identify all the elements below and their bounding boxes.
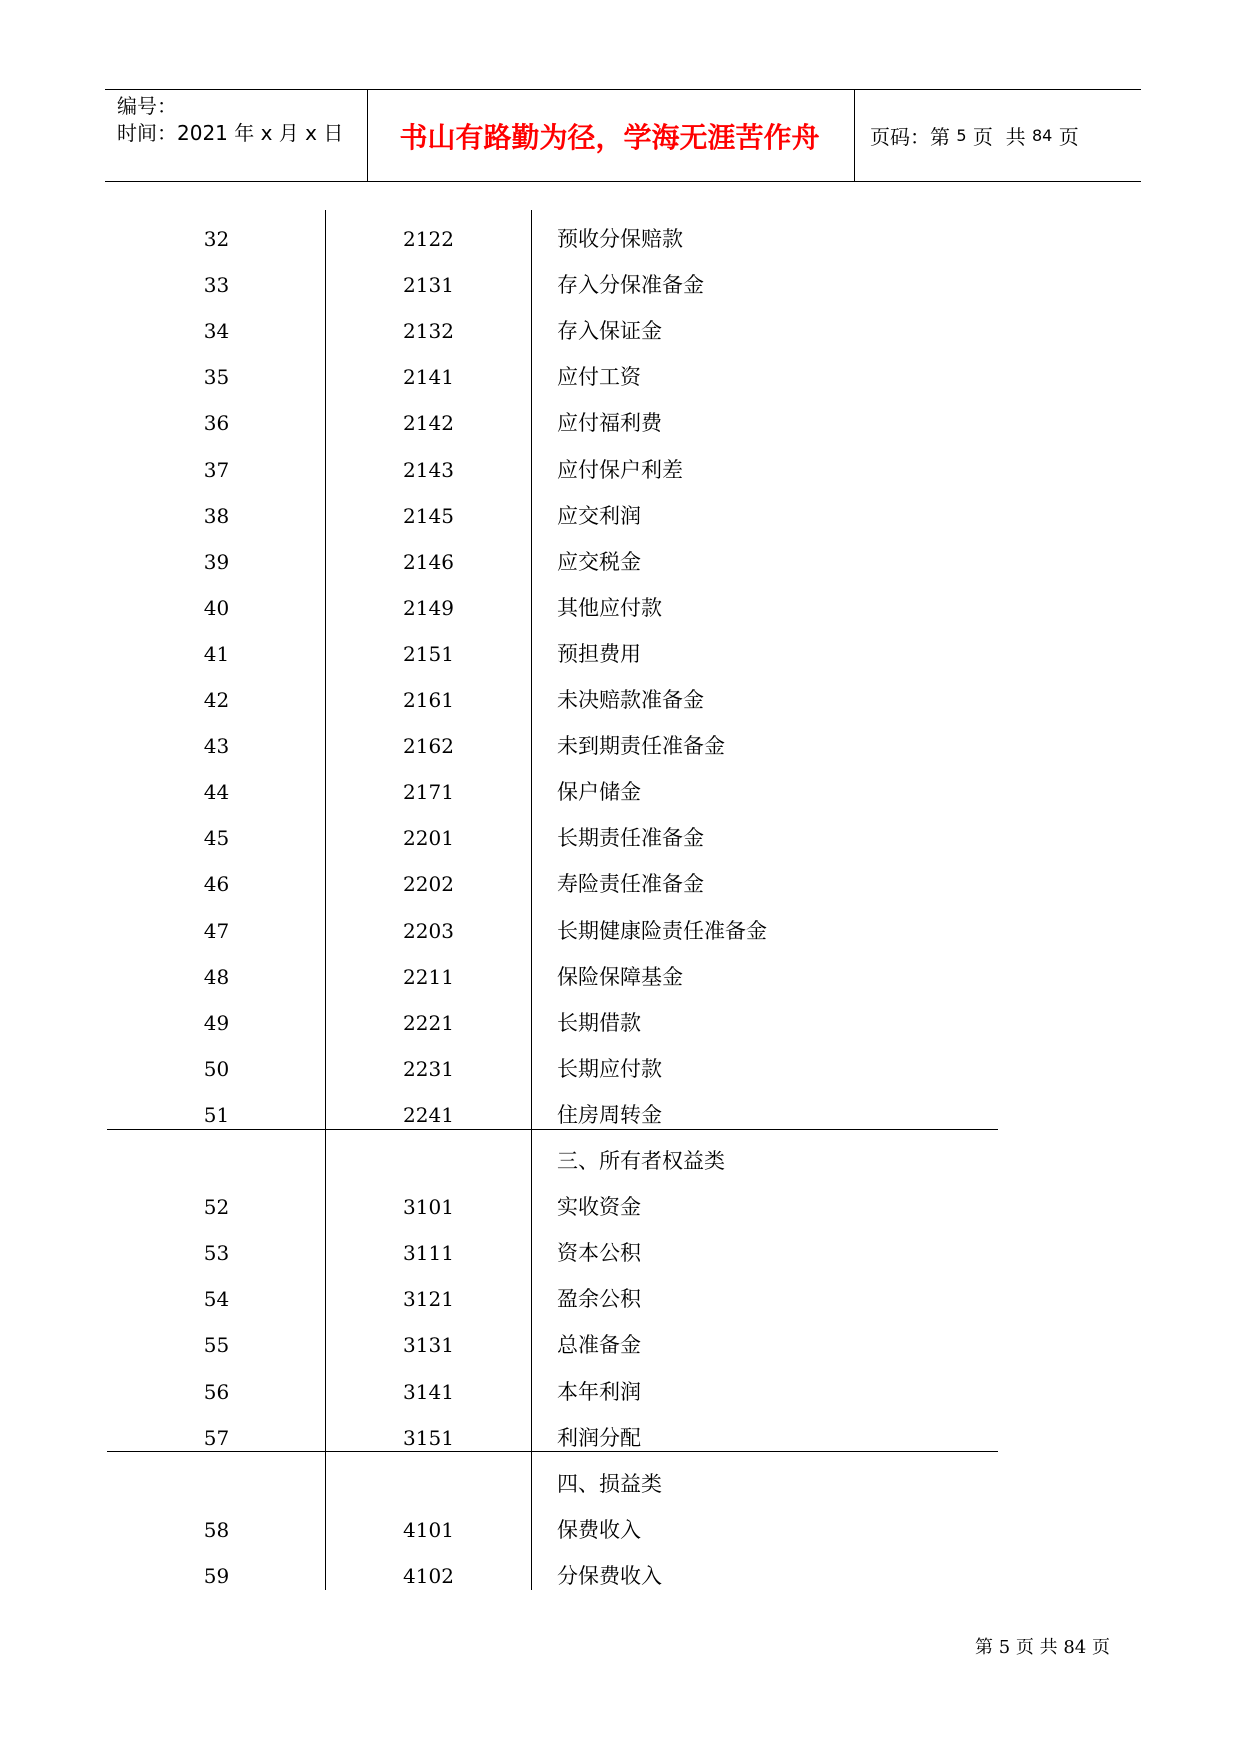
table-row [0, 354, 1241, 400]
row-number: 55 [203, 1333, 230, 1358]
time-label: 时间：2021 年 x 月 x 日 [117, 121, 344, 145]
footer-page-number: 5 [998, 1637, 1011, 1658]
table-row [0, 447, 1241, 493]
table-row [0, 1507, 1241, 1553]
account-code: 4102 [403, 1563, 454, 1588]
page-info-prefix: 页码：第 [870, 125, 957, 149]
header-motto: 书山有路勤为径，学海无涯苦作舟 [399, 120, 820, 154]
account-code: 3111 [403, 1241, 454, 1266]
table-row [0, 1461, 1241, 1507]
account-code: 3101 [403, 1195, 454, 1220]
account-code: 3141 [403, 1379, 454, 1404]
table-row [0, 1369, 1241, 1415]
footer-prefix: 第 [975, 1637, 999, 1658]
row-number: 53 [203, 1241, 230, 1266]
account-name: 资本公积 [557, 1241, 641, 1266]
row-number: 50 [203, 1056, 230, 1081]
account-code [326, 1138, 531, 1184]
account-name: 保费收入 [557, 1517, 641, 1542]
account-name: 应付工资 [557, 365, 641, 390]
table-row [0, 908, 1241, 954]
account-code: 3121 [403, 1287, 454, 1312]
row-number: 42 [203, 688, 230, 712]
account-code [326, 1461, 531, 1507]
account-name: 预收分保赔款 [557, 227, 683, 251]
account-name: 保户储金 [557, 780, 641, 805]
row-number: 43 [203, 734, 230, 759]
table-row [0, 631, 1241, 677]
account-name: 未到期责任准备金 [557, 734, 725, 759]
account-name: 总准备金 [557, 1333, 641, 1358]
table-row [0, 1000, 1241, 1046]
serial-label: 编号： [117, 94, 177, 118]
row-number: 48 [203, 964, 230, 989]
table-row [0, 262, 1241, 308]
row-number: 37 [203, 457, 230, 482]
account-name: 存入分保准备金 [557, 273, 704, 298]
account-name: 住房周转金 [557, 1102, 662, 1127]
account-code: 2171 [403, 780, 454, 805]
page-info-number: 5 [956, 126, 967, 145]
account-name: 实收资金 [557, 1195, 641, 1220]
table-row [0, 815, 1241, 861]
table-row [0, 400, 1241, 446]
account-code: 2122 [403, 227, 454, 251]
row-number: 58 [203, 1517, 230, 1542]
row-number: 45 [203, 826, 230, 851]
account-name: 三、所有者权益类 [557, 1149, 725, 1173]
row-number: 54 [203, 1287, 230, 1312]
table-row [0, 861, 1241, 907]
table-row [0, 539, 1241, 585]
row-number: 38 [203, 503, 230, 528]
account-name: 四、损益类 [557, 1471, 662, 1496]
row-number: 56 [203, 1379, 230, 1404]
page-footer [975, 1633, 1110, 1659]
account-name: 长期健康险责任准备金 [557, 918, 767, 943]
table-row [0, 308, 1241, 354]
account-name: 预担费用 [557, 641, 641, 666]
row-number: 46 [203, 872, 230, 897]
table-row [0, 1415, 1241, 1461]
page-info-mid: 页 共 [966, 125, 1032, 149]
row-number [108, 1138, 325, 1184]
row-number: 49 [203, 1010, 230, 1035]
row-number: 35 [203, 365, 230, 390]
row-number: 44 [203, 780, 230, 805]
row-number: 47 [203, 918, 230, 943]
account-name: 应交税金 [557, 549, 641, 574]
row-number: 40 [203, 595, 230, 620]
account-code: 4101 [403, 1517, 454, 1542]
account-name: 保险保障基金 [557, 964, 683, 989]
row-number: 34 [203, 319, 230, 344]
account-code: 2211 [403, 964, 454, 989]
table-row [0, 769, 1241, 815]
table-row [0, 677, 1241, 723]
row-number: 59 [203, 1563, 230, 1588]
account-code: 2131 [403, 273, 454, 298]
account-name: 应付保户利差 [557, 457, 683, 482]
row-number: 57 [203, 1425, 230, 1450]
account-name: 未决赔款准备金 [557, 688, 704, 712]
row-number [108, 1461, 325, 1507]
account-name: 长期应付款 [557, 1056, 662, 1081]
page-info-suffix: 页 [1052, 125, 1079, 149]
account-code: 2241 [403, 1102, 454, 1127]
account-code: 2132 [403, 319, 454, 344]
account-name: 分保费收入 [557, 1563, 662, 1588]
account-code: 2221 [403, 1010, 454, 1035]
account-name: 利润分配 [557, 1425, 641, 1450]
account-code: 2203 [403, 918, 454, 943]
account-code: 2149 [403, 595, 454, 620]
account-name: 寿险责任准备金 [557, 872, 704, 897]
account-name: 长期责任准备金 [557, 826, 704, 851]
row-number: 39 [203, 549, 230, 574]
table-row [0, 1184, 1241, 1230]
account-code: 2145 [403, 503, 454, 528]
table-row [0, 1092, 1241, 1138]
row-number: 52 [203, 1195, 230, 1220]
account-code: 2142 [403, 411, 454, 436]
account-name: 应付福利费 [557, 411, 662, 436]
account-code: 2201 [403, 826, 454, 851]
account-name: 其他应付款 [557, 595, 662, 620]
account-name: 存入保证金 [557, 319, 662, 344]
table-row [0, 954, 1241, 1000]
table-row [0, 1138, 1241, 1184]
table-row [0, 1046, 1241, 1092]
row-number: 41 [203, 641, 230, 666]
row-number: 33 [203, 273, 230, 298]
account-code: 2161 [403, 688, 454, 712]
account-code: 3131 [403, 1333, 454, 1358]
table-row [0, 1322, 1241, 1368]
table-row [0, 585, 1241, 631]
footer-mid: 页 共 [1010, 1637, 1064, 1658]
account-name: 本年利润 [557, 1379, 641, 1404]
row-number: 32 [203, 227, 230, 251]
footer-suffix: 页 [1086, 1637, 1110, 1658]
table-row [0, 723, 1241, 769]
account-code: 2143 [403, 457, 454, 482]
table-row [0, 216, 1241, 262]
account-code: 2231 [403, 1056, 454, 1081]
row-number: 51 [203, 1102, 230, 1127]
footer-page-total: 84 [1063, 1637, 1087, 1658]
row-number: 36 [203, 411, 230, 436]
account-name: 盈余公积 [557, 1287, 641, 1312]
account-code: 2151 [403, 641, 454, 666]
account-name: 应交利润 [557, 503, 641, 528]
table-row [0, 1553, 1241, 1599]
account-name: 长期借款 [557, 1010, 641, 1035]
account-code: 3151 [403, 1425, 454, 1450]
account-code: 2162 [403, 734, 454, 759]
account-code: 2146 [403, 549, 454, 574]
account-code: 2202 [403, 872, 454, 897]
account-code: 2141 [403, 365, 454, 390]
table-row [0, 1230, 1241, 1276]
table-row [0, 1276, 1241, 1322]
table-row [0, 493, 1241, 539]
page-info-total: 84 [1031, 126, 1053, 145]
